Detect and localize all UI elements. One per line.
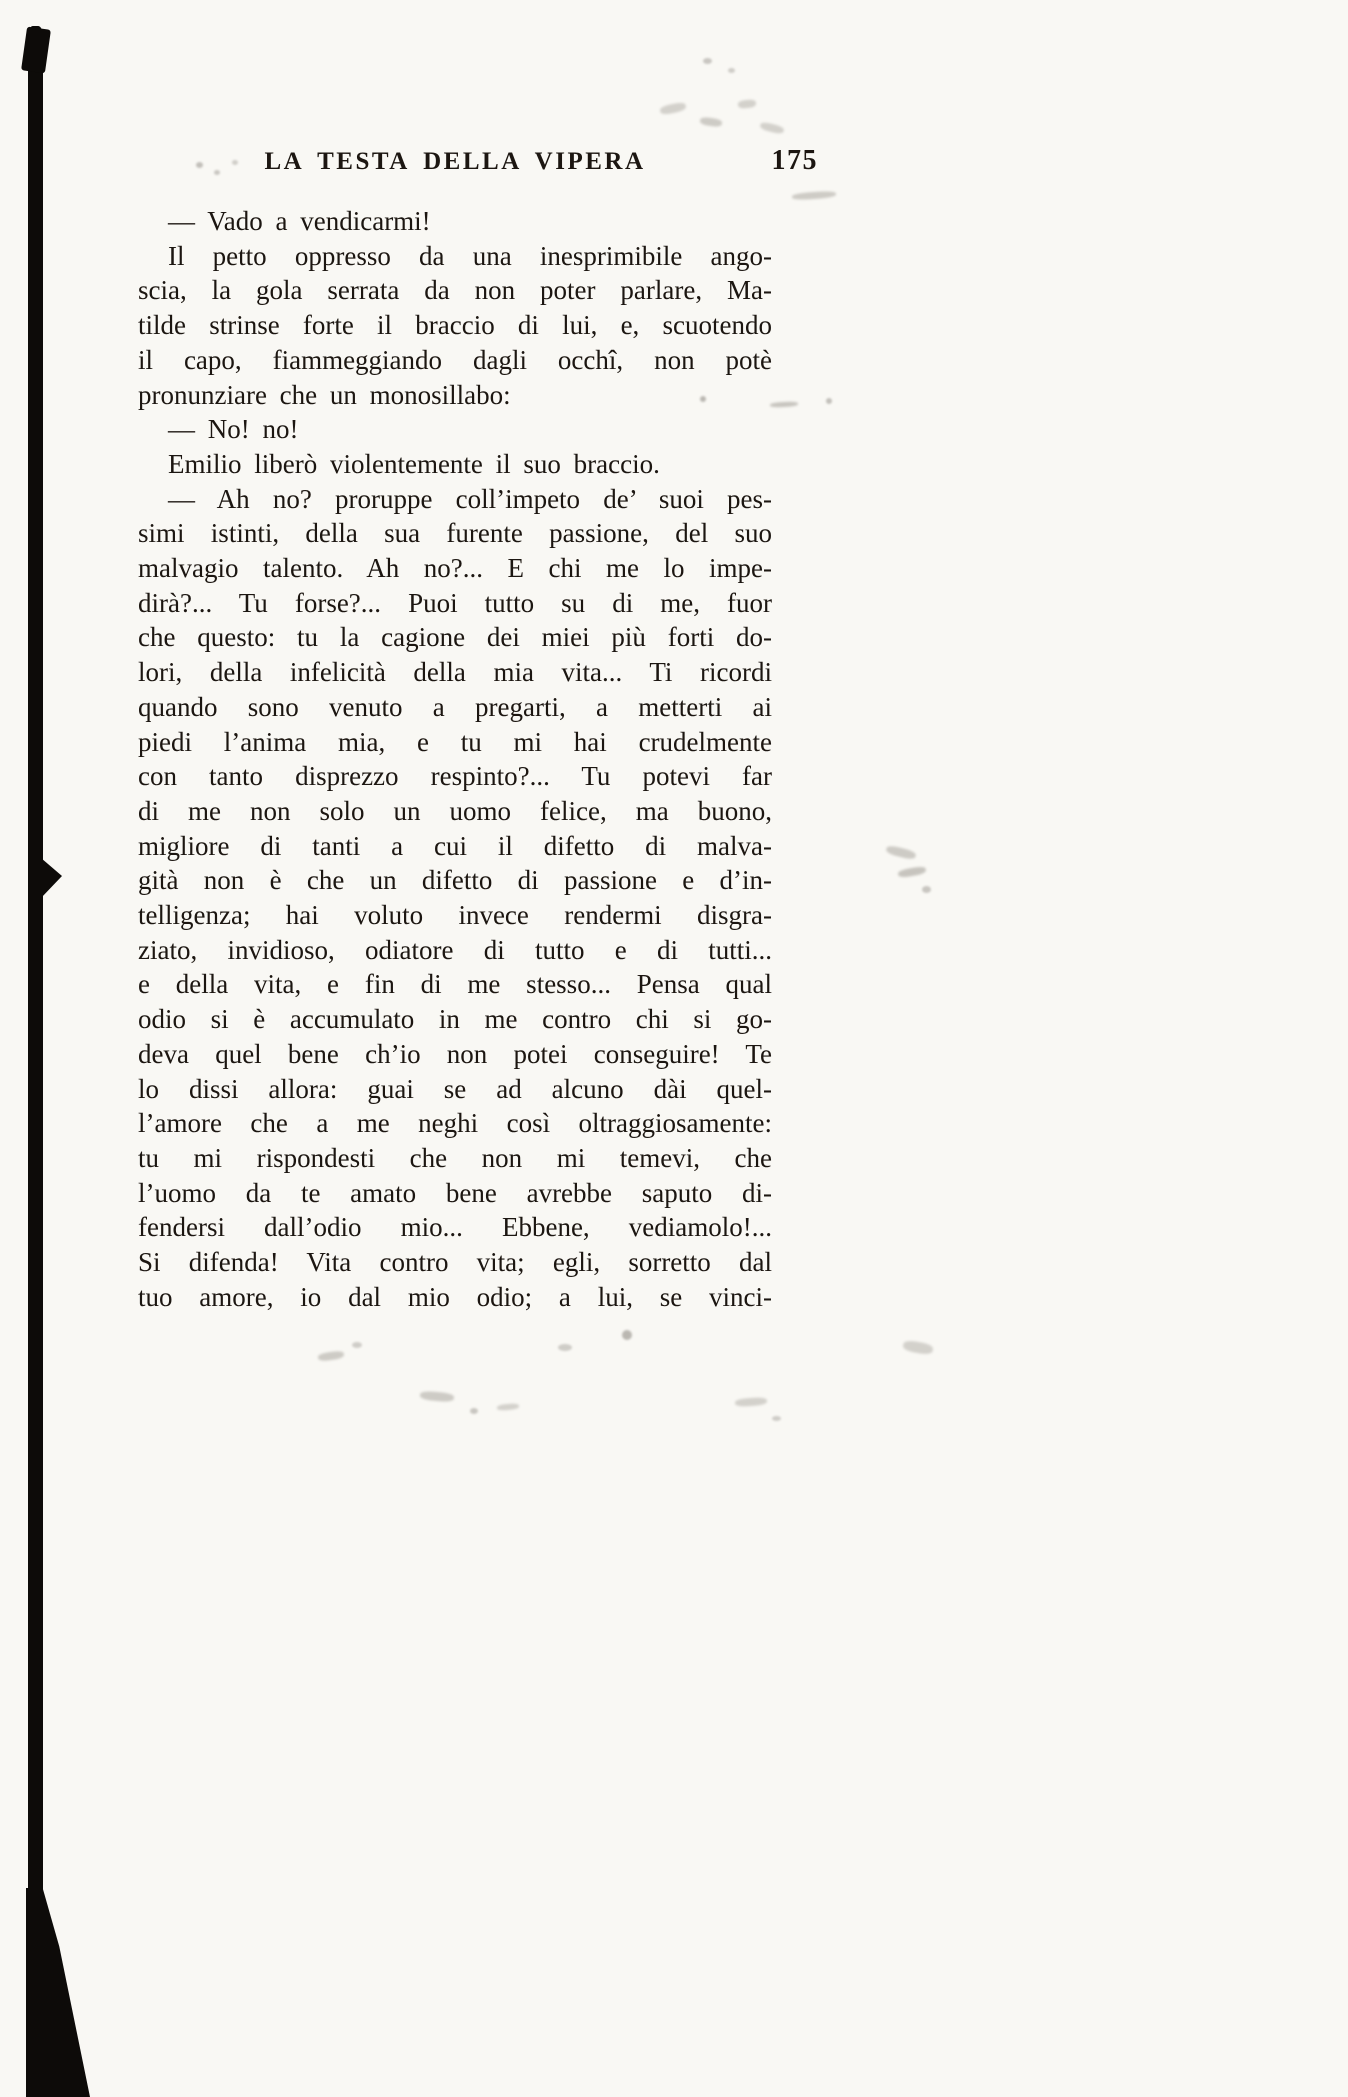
text-line: fendersi dall’odio mio... Ebbene, vediamolo!... [138,1212,772,1243]
binding-shadow-top [21,27,51,74]
scan-artifact [759,121,784,135]
scan-artifact [902,1339,933,1355]
scan-artifact [318,1350,345,1362]
scan-artifact [700,396,706,402]
scan-artifact [470,1408,478,1414]
text-line: tuo amore, io dal mio odio; a lui, se vinci- [138,1281,772,1312]
text-line: quando sono venuto a pregarti, a metterti ai [138,691,772,722]
text-line: l’amore che a me neghi così oltraggiosamente: [138,1108,772,1139]
page-number: 175 [771,145,818,176]
text-line: — No! no! [168,414,299,445]
scan-artifact [558,1344,572,1351]
text-line: lori, della infelicità della mia vita... Ti ricordi [138,657,772,688]
scan-artifact [420,1391,455,1403]
scan-artifact [659,101,686,115]
binding-shadow-mark [41,858,62,898]
scan-artifact [738,99,757,109]
scan-artifact [772,1416,781,1421]
binding-shadow-bar [28,26,43,2097]
scan-artifact [826,398,832,404]
scan-artifact [898,866,927,879]
text-line: gità non è che un difetto di passione e d’in- [138,865,772,896]
scan-artifact [792,190,836,200]
text-line: che questo: tu la cagione dei miei più forti do- [138,622,772,653]
scan-artifact [770,401,798,407]
text-line: telligenza; hai voluto invece rendermi disgra- [138,900,772,931]
scan-artifact [922,886,931,893]
scan-artifact [497,1403,519,1411]
text-line: l’uomo da te amato bene avrebbe saputo di- [138,1177,772,1208]
text-line: deva quel bene ch’io non potei conseguire! Te [138,1038,772,1069]
text-line: malvagio talento. Ah no?... E chi me lo impe- [138,553,772,584]
scan-artifact [700,117,723,128]
text-line: ziato, invidioso, odiatore di tutto e di tutti... [138,934,772,965]
scan-artifact [352,1342,362,1348]
scan-artifact [196,162,203,168]
text-line: tilde strinse forte il braccio di lui, e, scuotendo [138,310,772,341]
text-line: lo dissi allora: guai se ad alcuno dài quel- [138,1073,772,1104]
text-line: — Vado a vendicarmi! [168,206,431,236]
text-line: piedi l’anima mia, e tu mi hai crudelmente [138,726,772,757]
scan-artifact [622,1330,632,1340]
scan-artifact [232,160,238,165]
text-line: — Ah no? proruppe coll’impeto de’ suoi pes- [168,483,772,514]
text-line: Emilio liberò violentemente il suo braccio. [168,448,660,479]
running-title: LA TESTA DELLA VIPERA [264,148,646,175]
text-line: Si difenda! Vita contro vita; egli, sorretto dal [138,1247,772,1278]
text-line: pronunziare che un monosillabo: [138,379,511,410]
body-text [138,204,772,1315]
scan-artifact [885,845,916,861]
scan-artifact [703,58,712,64]
text-line: di me non solo un uomo felice, ma buono, [138,795,772,826]
text-line: migliore di tanti a cui il difetto di malva- [138,830,772,861]
text-line: dirà?... Tu forse?... Puoi tutto su di me, fuor [138,587,772,618]
binding-shadow-bottom [26,1888,90,2097]
text-line: Il petto oppresso da una inesprimibile ango- [168,240,772,271]
scan-artifact [735,1397,767,1407]
scan-artifact [214,170,220,175]
text-line: e della vita, e fin di me stesso... Pensa qual [138,969,772,1000]
text-line: scia, la gola serrata da non poter parlare, Ma- [138,275,772,306]
text-line: odio si è accumulato in me contro chi si go- [138,1004,772,1035]
scan-artifact [728,68,735,73]
text-line: simi istinti, della sua furente passione, del suo [138,518,772,549]
text-line: tu mi rispondesti che non mi temevi, che [138,1142,772,1173]
text-line: il capo, fiammeggiando dagli occhî, non potè [138,344,772,375]
text-line: con tanto disprezzo respinto?... Tu potevi far [138,761,772,792]
